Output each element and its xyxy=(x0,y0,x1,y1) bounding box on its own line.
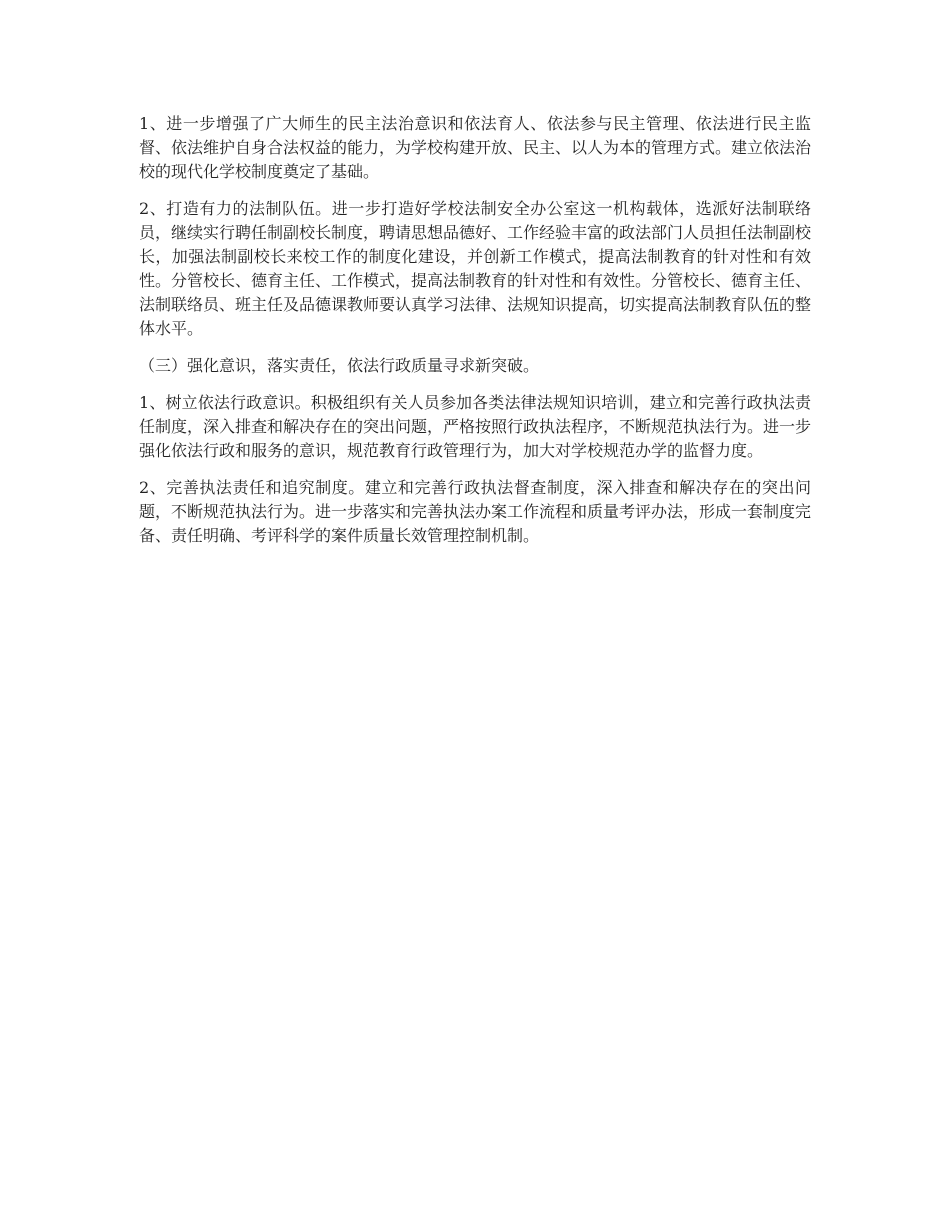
paragraph-legal-team: 2、打造有力的法制队伍。进一步打造好学校法制安全办公室这一机构载体，选派好法制联络员，继续实行聘任制副校长制度，聘请思想品德好、工作经验丰富的政法部门人员担任法制副校长，加强法制副校长来校工作的制度化建设，并创新工作模式，提高法制教育的针对性和有效性。分管校长、德育主任、工作模式，提高法制教育的针对性和有效性。分管校长、德育主任、法制联络员、班主任及品德课教师要认真学习法律、法规知识提高，切实提高法制教育队伍的整体水平。 xyxy=(139,199,812,338)
paragraph-administration-awareness: 1、树立依法行政意识。积极组织有关人员参加各类法律法规知识培训，建立和完善行政执法责任制度，深入排查和解决存在的突出问题，严格按照行政执法程序，不断规范执法行为。进一步强化依法行政和服务的意识，规范教育行政管理行为，加大对学校规范办学的监督力度。 xyxy=(139,393,812,460)
section-heading-administration: （三）强化意识，落实责任，依法行政质量寻求新突破。 xyxy=(139,356,540,375)
paragraph-law-awareness: 1、进一步增强了广大师生的民主法治意识和依法育人、依法参与民主管理、依法进行民主监督、依法维护自身合法权益的能力，为学校构建开放、民主、以人为本的管理方式。建立依法治校的现代化学校制度奠定了基础。 xyxy=(139,114,812,181)
document-body xyxy=(139,112,811,561)
paragraph-accountability-system: 2、完善执法责任和追究制度。建立和完善行政执法督查制度，深入排查和解决存在的突出问题，不断规范执法行为。进一步落实和完善执法办案工作流程和质量考评办法，形成一套制度完备、责任明确、考评科学的案件质量长效管理控制机制。 xyxy=(139,478,812,545)
